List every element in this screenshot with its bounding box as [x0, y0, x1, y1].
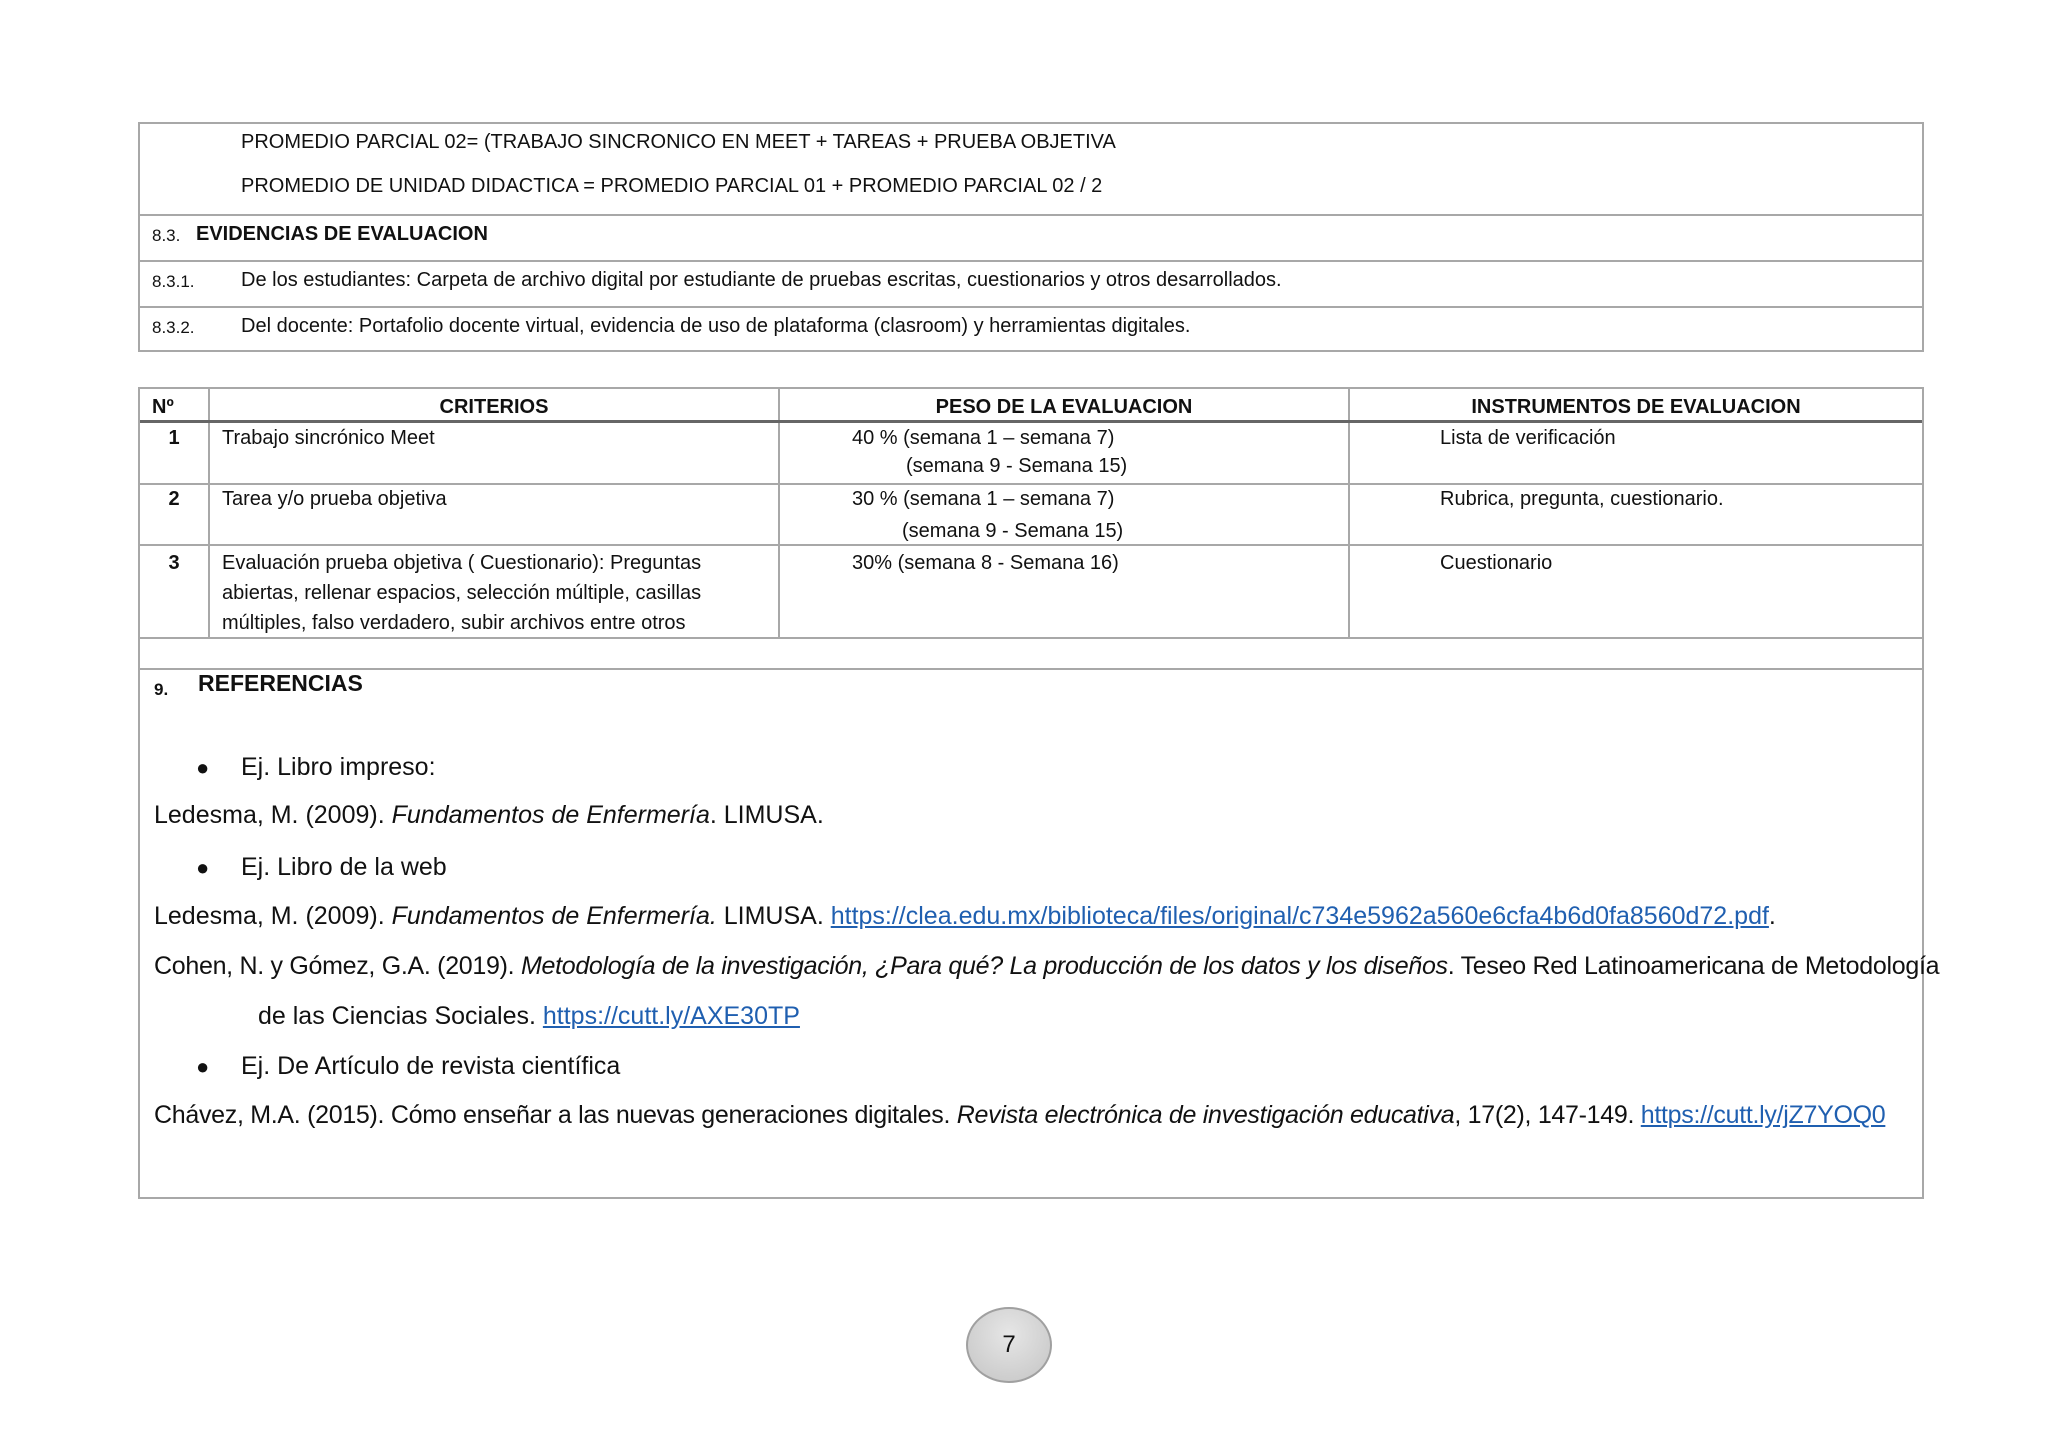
- row-1-criterio: Trabajo sincrónico Meet: [222, 427, 435, 449]
- formula-line-2: PROMEDIO DE UNIDAD DIDACTICA = PROMEDIO PARCIAL 01 + PROMEDIO PARCIAL 02 / 2: [241, 175, 1103, 197]
- evaluation-formula-box: [138, 122, 1924, 352]
- header-peso: PESO DE LA EVALUACION: [935, 396, 1193, 418]
- bullet-icon: ●: [196, 755, 210, 780]
- header-number: Nº: [152, 396, 174, 418]
- evidencia-1-number: 8.3.1.: [152, 272, 195, 291]
- col-divider: [1348, 389, 1350, 637]
- evidencia-2-number: 8.3.2.: [152, 318, 195, 337]
- row-3-criterio-2: abiertas, rellenar espacios, selección múltiple, casillas: [222, 582, 702, 604]
- bullet-2-label: Ej. Libro de la web: [241, 853, 447, 881]
- evidencia-2-text: Del docente: Portafolio docente virtual, evidencia de uso de plataforma (clasroom) y herramientas digitales.: [241, 315, 1191, 337]
- reference-3-continuation: de las Ciencias Sociales. https://cutt.ly/AXE30TP: [258, 1002, 800, 1030]
- references-title: REFERENCIAS: [198, 670, 363, 696]
- header-divider: [140, 420, 1922, 423]
- evidencias-number: 8.3.: [152, 226, 181, 245]
- evidencias-heading-row: [140, 214, 1922, 260]
- reference-3: Cohen, N. y Gómez, G.A. (2019). Metodología de la investigación, ¿Para qué? La producción de los datos y los diseños. Teseo Red Latinoamericana de Metodología: [154, 952, 1940, 980]
- bullet-1-label: Ej. Libro impreso:: [241, 753, 436, 781]
- reference-3-link[interactable]: https://cutt.ly/AXE30TP: [542, 1002, 800, 1030]
- reference-4: Chávez, M.A. (2015). Cómo enseñar a las nuevas generaciones digitales. Revista electrónica de investigación educativa, 17(2), 147-149. https://cutt.ly/jZ7YOQ0: [154, 1101, 1886, 1129]
- row-2-instrumento: Rubrica, pregunta, cuestionario.: [1440, 488, 1724, 510]
- reference-2-link[interactable]: https://clea.edu.mx/biblioteca/files/original/c734e5962a560e6cfa4b6d0fa8560d72.pdf: [830, 902, 1769, 930]
- row-2-number: 2: [168, 488, 180, 510]
- bullet-3-label: Ej. De Artículo de revista científica: [241, 1052, 621, 1080]
- evidencias-title: EVIDENCIAS DE EVALUACION: [196, 223, 488, 245]
- header-instrumentos: INSTRUMENTOS DE EVALUACION: [1471, 396, 1801, 418]
- evaluation-table: [138, 387, 1940, 1199]
- header-criterios: CRITERIOS: [439, 396, 549, 418]
- formula-line-1: PROMEDIO PARCIAL 02= (TRABAJO SINCRONICO EN MEET + TAREAS + PRUEBA OBJETIVA: [241, 131, 1116, 153]
- bullet-icon: ●: [196, 1054, 210, 1079]
- row-divider: [140, 544, 1922, 546]
- reference-4-link[interactable]: https://cutt.ly/jZ7YOQ0: [1640, 1101, 1886, 1129]
- row-2-peso-2: (semana 9 - Semana 15): [902, 520, 1124, 542]
- references-number: 9.: [154, 680, 169, 699]
- evidencia-1-text: De los estudiantes: Carpeta de archivo digital por estudiante de pruebas escritas, cuestionarios y otros desarrollados.: [241, 269, 1282, 291]
- evidencia-estudiantes-row: [140, 260, 1922, 306]
- row-3-criterio-1: Evaluación prueba objetiva ( Cuestionario): Preguntas: [222, 552, 702, 574]
- col-divider: [208, 389, 210, 637]
- col-divider: [778, 389, 780, 637]
- row-3-criterio-3: múltiples, falso verdadero, subir archivos entre otros: [222, 612, 686, 634]
- reference-1: Ledesma, M. (2009). Fundamentos de Enfermería. LIMUSA.: [154, 801, 824, 829]
- row-divider: [140, 483, 1922, 485]
- row-1-peso-2: (semana 9 - Semana 15): [906, 455, 1128, 477]
- reference-2: Ledesma, M. (2009). Fundamentos de Enfermería. LIMUSA. https://clea.edu.mx/biblioteca/files/original/c734e5962a560e6cfa4b6d0fa8560d72.pdf.: [154, 902, 1776, 930]
- row-2-criterio: Tarea y/o prueba objetiva: [222, 488, 447, 510]
- row-1-number: 1: [168, 427, 180, 449]
- evidencia-docente-row: [140, 306, 1922, 352]
- row-2-peso-1: 30 % (semana 1 – semana 7): [852, 488, 1115, 510]
- row-3-number: 3: [168, 552, 180, 574]
- row-3-instrumento: Cuestionario: [1440, 552, 1553, 574]
- row-divider: [140, 668, 1922, 670]
- row-3-peso: 30% (semana 8 - Semana 16): [852, 552, 1119, 574]
- row-divider: [140, 637, 1922, 639]
- bullet-icon: ●: [196, 855, 210, 880]
- page-number-badge: 7: [966, 1307, 1052, 1383]
- row-1-instrumento: Lista de verificación: [1440, 427, 1616, 449]
- row-1-peso-1: 40 % (semana 1 – semana 7): [852, 427, 1115, 449]
